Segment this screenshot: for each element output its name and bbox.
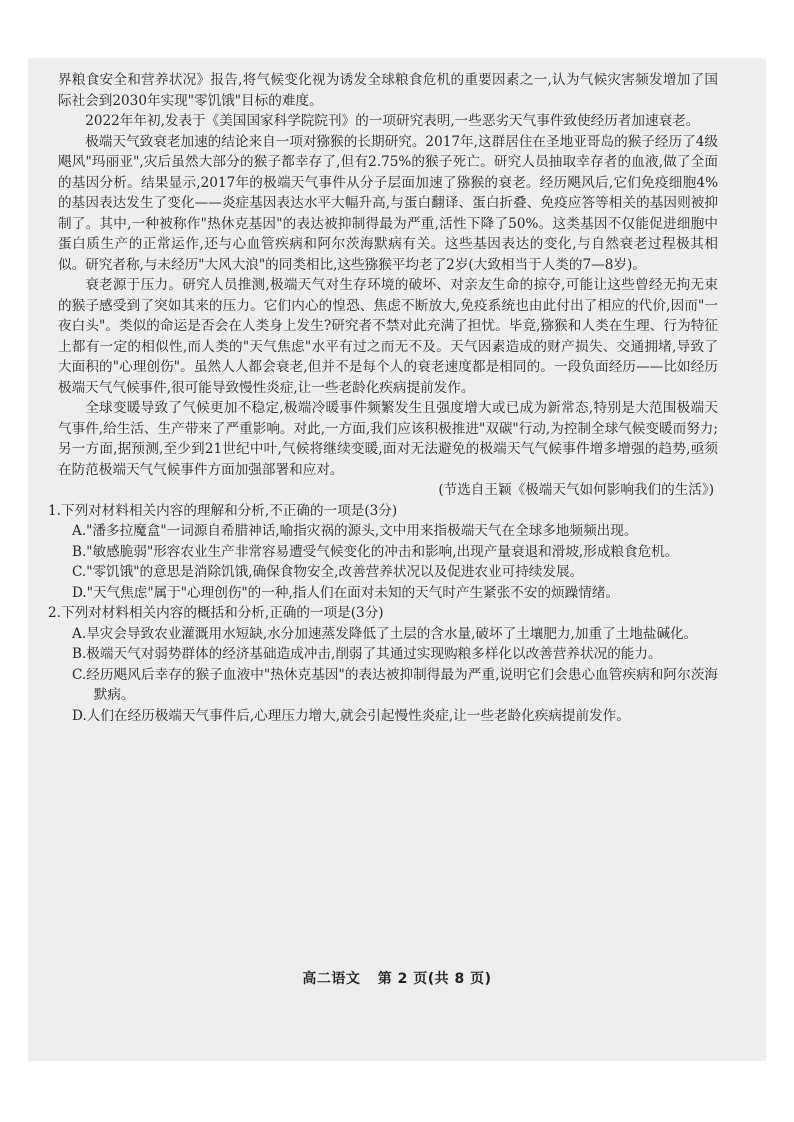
question-1-option-d: D."天气焦虑"属于"心理创伤"的一种,指人们在面对未知的天气时产生紧张不安的烦躁情绪。 (72, 584, 620, 601)
passage-paragraph-2: 2022年年初,发表于《美国国家科学院院刊》的一项研究表明,一些恶劣天气事件致使经历者加速衰老。 (85, 113, 700, 129)
question-1-option-b: B."敏感脆弱"形容农业生产非常容易遭受气候变化的冲击和影响,出现产量衰退和滑坡,形成粮食危机。 (72, 543, 679, 560)
exam-content (48, 70, 718, 726)
question-2-option-b: B.极端天气对弱势群体的经济基础造成冲击,削弱了其通过实现购粮多样化以改善营养状况的能力。 (72, 646, 662, 662)
passage-paragraph-1: 界粮食安全和营养状况》报告,将气候变化视为诱发全球粮食危机的重要因素之一,认为气候灾害频发增加了国际社会到2030年实现"零饥饿"目标的难度。 (58, 72, 718, 109)
footer-page-number: 第 2 页(共 8 页) (377, 971, 492, 987)
question-1-option-c: C."零饥饿"的意思是消除饥饿,确保食物安全,改善营养状况以及促进农业可持续发展。 (72, 564, 584, 580)
question-2-option-d: D.人们在经历极端天气事件后,心理压力增大,就会引起慢性炎症,让一些老龄化疾病提前发作。 (72, 707, 630, 724)
question-2-option-a: A.旱灾会导致农业灌溉用水短缺,水分加速蒸发降低了土层的含水量,破坏了土壤肥力,加重了土地盐碱化。 (72, 625, 698, 642)
question-2-stem: 2.下列对材料相关内容的概括和分析,正确的一项是(3分) (48, 605, 384, 621)
passage-paragraph-3: 极端天气致衰老加速的结论来自一项对猕猴的长期研究。2017年,这群居住在圣地亚哥岛的猴子经历了4级飓风"玛丽亚",灾后虽然大部分的猴子都幸存了,但有2.75%的猴子死亡。研究人员抽取幸存者的血液,做了全面的基因分析。结果显示,2017年的极端天气事件从分子层面加速了猕猴的衰老。经历飓风后,它们免疫细胞4%的基因表达发生了变化——炎症基因表达水平大幅升高,与蛋白翻译、蛋白折叠、免疫应答等相关的基因则被抑制了。其中,一种被称作"热休克基因"的表达被抑制得最为严重,活性下降了50%。这类基因不仅能促进细胞中蛋白质生产的正常运作,还与心血管疾病和阿尔茨海默病有关。这些基因表达的变化,与自然衰老过程极其相似。研究者称,与未经历"大风大浪"的同类相比,这些猕猴平均老了2岁(大致相当于人类的7—8岁)。 (58, 133, 718, 273)
passage-paragraph-5: 全球变暖导致了气候更加不稳定,极端冷暖事件频繁发生且强度增大或已成为新常态,特别是大范围极端天气事件,给生活、生产带来了严重影响。对此,一方面,我们应该积极推进"双碳"行动,为控制全球气候变暖而努力;另一方面,据预测,至少到21世纪中叶,气候将继续变暖,面对无法避免的极端天气气候事件增多增强的趋势,亟须在防范极端天气气候事件方面加强部署和应对。 (58, 400, 718, 478)
footer-subject: 高二语文 (302, 971, 361, 987)
page-footer (0, 968, 794, 988)
question-1-stem: 1.下列对材料相关内容的理解和分析,不正确的一项是(3分) (48, 502, 398, 519)
passage-source: (节选自王颖《极端天气如何影响我们的生活》) (438, 482, 714, 498)
question-1-option-a: A."潘多拉魔盒"一词源自希腊神话,喻指灾祸的源头,文中用来指极端天气在全球多地频频出现。 (72, 523, 638, 539)
question-2-option-c: C.经历飓风后幸存的猴子血液中"热休克基因"的表达被抑制得最为严重,说明它们会患心血管疾病和阿尔茨海默病。 (72, 666, 718, 703)
passage-paragraph-4: 衰老源于压力。研究人员推测,极端天气对生存环境的破坏、对亲友生命的掠夺,可能让这些曾经无拘无束的猴子感受到了突如其来的压力。它们内心的惶恐、焦虑不断放大,免疫系统也由此付出了相应的代价,因而"一夜白头"。类似的命运是否会在人类身上发生?研究者不禁对此充满了担忧。毕竟,猕猴和人类在生理、行为特征上都有一定的相似性,而人类的"天气焦虑"水平有过之而无不及。天气因素造成的财产损失、交通拥堵,导致了大面积的"心理创伤"。虽然人人都会衰老,但并不是每个人的衰老速度都是相同的。一段负面经历——比如经历极端天气气候事件,很可能导致慢性炎症,让一些老龄化疾病提前发作。 (58, 277, 718, 396)
